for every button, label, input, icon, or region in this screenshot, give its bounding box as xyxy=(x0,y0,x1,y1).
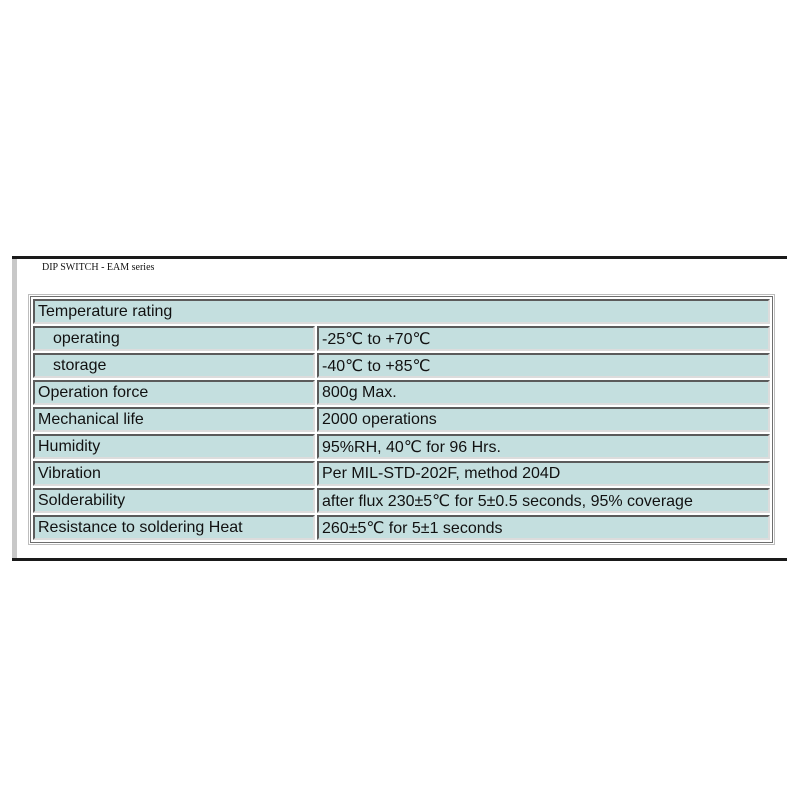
table-row xyxy=(33,380,770,405)
table-row xyxy=(33,407,770,432)
spec-label-cell: operating xyxy=(33,326,315,351)
spec-label-cell: Humidity xyxy=(33,434,315,459)
spec-label-cell: Operation force xyxy=(33,380,315,405)
spec-value-cell: -40℃ to +85℃ xyxy=(317,353,770,378)
table-row xyxy=(33,299,770,324)
temperature-header-cell: Temperature rating xyxy=(33,299,770,324)
spec-value-cell: after flux 230±5℃ for 5±0.5 seconds, 95% coverage xyxy=(317,488,770,513)
left-margin-bar xyxy=(12,259,17,558)
spec-value-cell: 2000 operations xyxy=(317,407,770,432)
table-row xyxy=(33,515,770,540)
table-row xyxy=(33,434,770,459)
table-row xyxy=(33,488,770,513)
table-row xyxy=(33,461,770,486)
specification-table xyxy=(30,296,773,543)
spec-value-cell: 800g Max. xyxy=(317,380,770,405)
spec-label-cell: storage xyxy=(33,353,315,378)
spec-label-cell: Mechanical life xyxy=(33,407,315,432)
spec-label-cell: Vibration xyxy=(33,461,315,486)
document-title: DIP SWITCH - EAM series xyxy=(42,262,155,273)
spec-value-cell: 95%RH, 40℃ for 96 Hrs. xyxy=(317,434,770,459)
spec-label-cell: Resistance to soldering Heat xyxy=(33,515,315,540)
spec-value-cell: -25℃ to +70℃ xyxy=(317,326,770,351)
spec-value-cell: Per MIL-STD-202F, method 204D xyxy=(317,461,770,486)
spec-label-cell: Solderability xyxy=(33,488,315,513)
table-row xyxy=(33,326,770,351)
table-row xyxy=(33,353,770,378)
spec-value-cell: 260±5℃ for 5±1 seconds xyxy=(317,515,770,540)
